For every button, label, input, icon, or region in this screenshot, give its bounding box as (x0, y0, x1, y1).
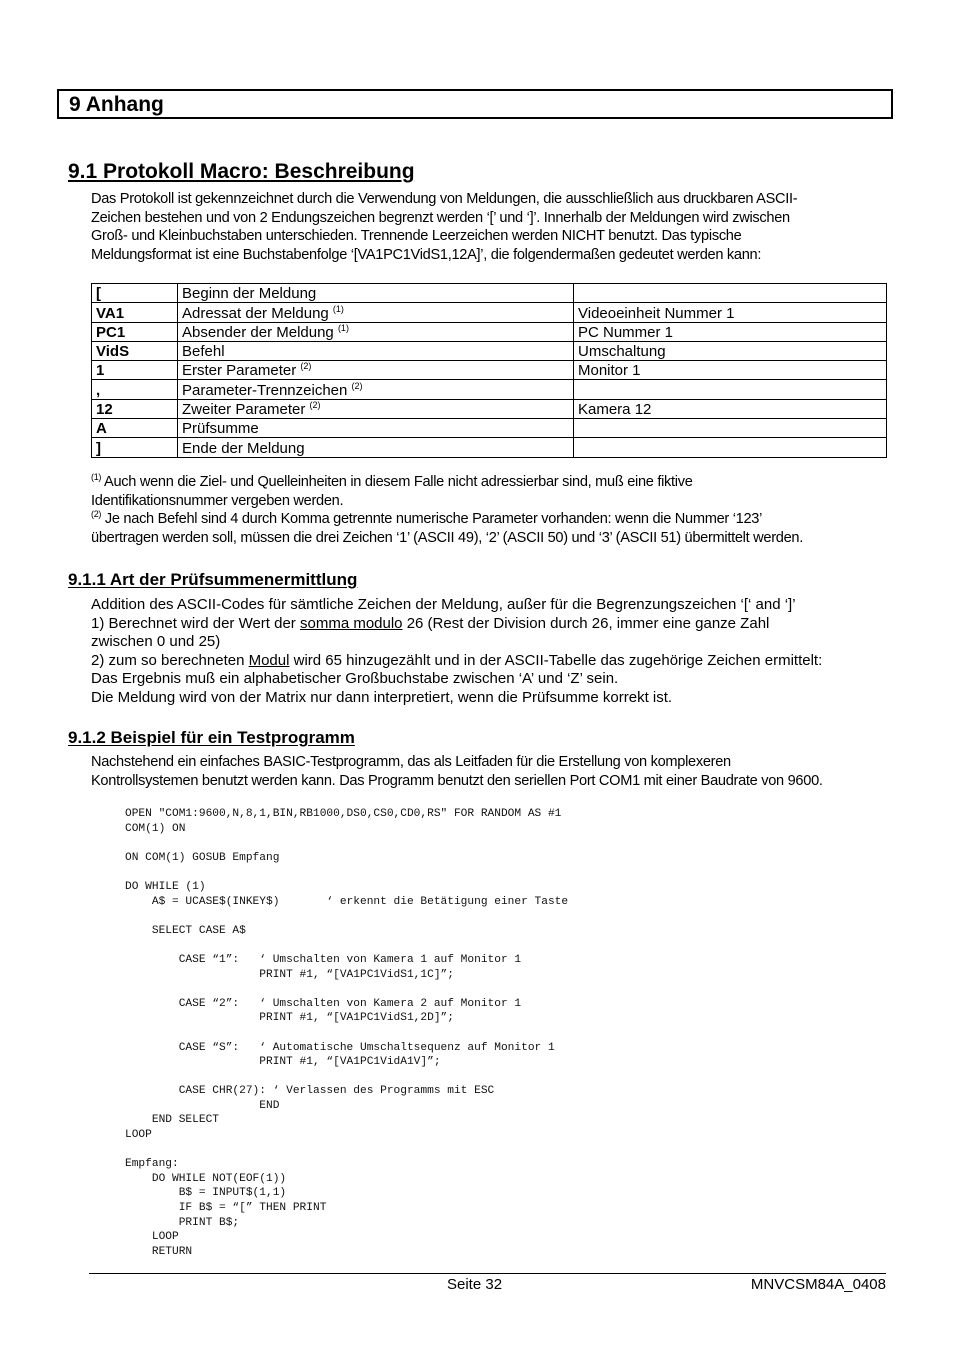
footnote-1-cont: Identifikationsnummer vergeben werden. (91, 492, 344, 509)
table-row (92, 341, 887, 360)
footnote-ref: (1) (337, 322, 349, 333)
cell-description (178, 399, 574, 418)
intro-line: Zeichen bestehen und von 2 Endungszeichen begrenzt werden ‘[’ und ‘]’. Innerhalb der Meldungen wird zwischen (91, 209, 790, 226)
description-text: Befehl (182, 343, 225, 361)
table-row (92, 399, 887, 418)
text-span: 2) zum so berechneten (91, 651, 249, 669)
checksum-line: zwischen 0 und 25) (91, 633, 221, 650)
chapter-heading-box (57, 89, 893, 119)
footnote-1-text: Auch wenn die Ziel- und Quelleinheiten in diesem Falle nicht adressierbar sind, muß eine fiktive (101, 474, 693, 490)
cell-example: Monitor 1 (574, 361, 887, 380)
basic-code-listing: OPEN "COM1:9600,N,8,1,BIN,RB1000,DS0,CS0,CD0,RS" FOR RANDOM AS #1 COM(1) ON ON COM(1) GOSUB Empfang DO WHILE (1) A$ = UCASE$(INKEY$) ‘ erkennt die Betätigung einer Taste SELECT CASE A$ CASE “1”: ‘ Umschalten von Kamera 1 auf Monitor 1 PRINT #1, “[VA1PC1VidS1,1C]”; CASE “2”: ‘ Umschalten von Kamera 2 auf Monitor 1 PRINT #1, “[VA1PC1VidS1,2D]”; CASE “S”: ‘ Automatische Umschaltsequenz auf Monitor 1 PRINT #1, “[VA1PC1VidA1V]”; CASE CHR(27): ‘ Verlassen des Programms mit ESC END END SELECT LOOP Empfang: DO WHILE NOT(EOF(1)) B$ = INPUT$(1,1) IF B$ = “[” THEN PRINT PRINT B$; LOOP RETURN (125, 808, 569, 1258)
chapter-title: 9 Anhang (69, 93, 164, 116)
description-text: Ende der Meldung (182, 439, 305, 457)
document-id: MNVCSM84A_0408 (750, 1276, 886, 1293)
footnote-ref: (2) (351, 380, 363, 391)
cell-code: 12 (92, 399, 178, 418)
cell-code: , (92, 380, 178, 399)
cell-example: Videoeinheit Nummer 1 (574, 303, 887, 322)
table-row (92, 361, 887, 380)
footer-divider (89, 1273, 886, 1274)
description-text: Zweiter Parameter (182, 401, 306, 419)
intro-line: Meldungsformat ist eine Buchstabenfolge ‘[VA1PC1VidS1,12A]’, die folgendermaßen gedeutet werden kann: (91, 246, 762, 263)
cell-example (574, 380, 887, 399)
cell-example: PC Nummer 1 (574, 322, 887, 341)
cell-description (178, 322, 574, 341)
cell-code: A (92, 419, 178, 438)
footnote-ref: (2) (300, 361, 312, 372)
cell-description (178, 419, 574, 438)
protocol-table (91, 283, 887, 458)
checksum-line (91, 652, 822, 671)
section-intro (91, 190, 797, 264)
checksum-line: Addition des ASCII-Codes für sämtliche Zeichen der Meldung, außer für die Begrenzungszeichen ‘[‘ and ‘]’ (91, 596, 796, 613)
cell-example: Kamera 12 (574, 399, 887, 418)
intro-line: Das Protokoll ist gekennzeichnet durch die Verwendung von Meldungen, die ausschließlich aus druckbaren ASCII- (91, 191, 798, 207)
checksum-text (91, 596, 822, 707)
text-span: 1) Berechnet wird der Wert der (91, 614, 300, 632)
footnote-1-mark: (1) (91, 472, 102, 482)
cell-description (178, 438, 574, 457)
description-text: Adressat der Meldung (182, 304, 329, 322)
table-row (92, 380, 887, 399)
table-row (92, 438, 887, 457)
intro-line: Groß- und Kleinbuchstaben unterschieden. Trennende Leerzeichen werden NICHT benutzt. Das typische (91, 228, 742, 245)
footnote-1 (91, 473, 803, 492)
table-row (92, 284, 887, 303)
description-text: Prüfsumme (182, 420, 259, 438)
cell-code: 1 (92, 361, 178, 380)
underlined-term: somma modulo (299, 614, 403, 632)
cell-description (178, 303, 574, 322)
footnote-2 (91, 510, 803, 529)
cell-description (178, 361, 574, 380)
example-intro-line: Kontrollsystemen benutzt werden kann. Das Programm benutzt den seriellen Port COM1 mit einer Baudrate von 9600. (91, 772, 823, 789)
description-text: Absender der Meldung (182, 323, 334, 341)
footnote-2-cont: übertragen werden soll, müssen die drei Zeichen ‘1’ (ASCII 49), ‘2’ (ASCII 50) und ‘3’ (ASCII 51) übermittelt werden. (91, 529, 803, 546)
cell-example (574, 419, 887, 438)
example-intro-line: Nachstehend ein einfaches BASIC-Testprogramm, das als Leitfaden für die Erstellung von komplexeren (91, 754, 731, 770)
cell-code: ] (92, 438, 178, 457)
checksum-line: Das Ergebnis muß ein alphabetischer Großbuchstabe zwischen ‘A’ und ‘Z’ sein. (91, 670, 619, 687)
cell-example (574, 284, 887, 303)
underlined-term: Modul (248, 651, 290, 669)
footnote-2-text: Je nach Befehl sind 4 durch Komma getrennte numerische Parameter vorhanden: wenn die Nummer ‘123’ (101, 511, 763, 528)
description-text: Beginn der Meldung (182, 285, 317, 303)
cell-example: Umschaltung (574, 341, 887, 360)
footnotes (91, 473, 803, 547)
description-text: Parameter-Trennzeichen (182, 381, 348, 399)
cell-code: [ (92, 284, 178, 303)
footnote-2-mark: (2) (91, 509, 102, 520)
page-number: Seite 32 (447, 1276, 503, 1293)
cell-code: VA1 (92, 303, 178, 322)
example-intro (91, 753, 823, 790)
text-span: wird 65 hinzugezählt und in der ASCII-Tabelle das zugehörige Zeichen ermittelt: (289, 651, 823, 669)
example-title: 9.1.2 Beispiel für ein Testprogramm (68, 728, 355, 747)
table-row (92, 419, 887, 438)
footnote-ref: (1) (332, 303, 344, 314)
cell-example (574, 438, 887, 457)
description-text: Erster Parameter (182, 362, 297, 380)
checksum-line: Die Meldung wird von der Matrix nur dann interpretiert, wenn die Prüfsumme korrekt ist. (91, 688, 673, 706)
text-span: 26 (Rest der Division durch 26, immer eine ganze Zahl (402, 614, 770, 632)
checksum-line (91, 615, 822, 634)
table-row (92, 322, 887, 341)
cell-description (178, 341, 574, 360)
cell-code: PC1 (92, 322, 178, 341)
cell-description (178, 284, 574, 303)
checksum-title: 9.1.1 Art der Prüfsummenermittlung (68, 570, 358, 589)
cell-description (178, 380, 574, 399)
cell-code: VidS (92, 341, 178, 360)
section-title: 9.1 Protokoll Macro: Beschreibung (68, 160, 415, 183)
table-row (92, 303, 887, 322)
footnote-ref: (2) (309, 400, 321, 411)
